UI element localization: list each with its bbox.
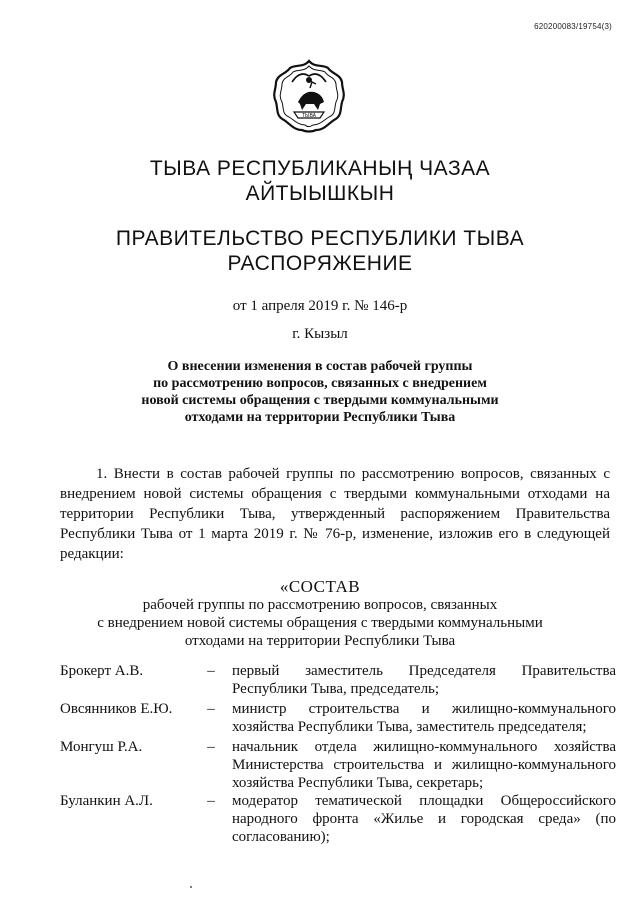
city-name: г. Кызыл xyxy=(292,326,348,342)
member-role: начальник отдела жилищно-коммунального хозяйства Министерства строительства и жилищно-коммунального хозяйства Республики Тыва, секретарь; xyxy=(232,739,616,791)
composition-title xyxy=(80,578,560,650)
member-role: модератор тематической площадки Общероссийского народного фронта «Жилье и городская среда» (по согласованию); xyxy=(232,793,616,845)
subject-line: отходами на территории Республики Тыва xyxy=(184,410,456,425)
composition-subtitle-line: отходами на территории Республики Тыва xyxy=(184,633,456,649)
member-role: первый заместитель Председателя Правительства Республики Тыва, председатель; xyxy=(232,663,616,697)
member-role: министр строительства и жилищно-коммунального хозяйства Республики Тыва, заместитель председателя; xyxy=(232,701,616,735)
order-date-number: от 1 апреля 2019 г. № 146-р xyxy=(232,298,408,314)
member-name: Буланкин А.Л. xyxy=(60,793,153,809)
member-dash: – xyxy=(207,701,215,717)
tuvan-title-line-1: ТЫВА РЕСПУБЛИКАНЫҢ ЧАЗАА xyxy=(149,157,491,180)
member-dash: – xyxy=(207,663,215,679)
russian-title xyxy=(0,226,640,276)
order-subject xyxy=(100,358,540,426)
subject-line: по рассмотрению вопросов, связанных с внедрением xyxy=(153,376,487,391)
member-name: Брокерт А.В. xyxy=(60,663,144,679)
tuvan-title-line-2: АЙТЫЫШКЫН xyxy=(245,182,395,205)
russian-title-line-1: ПРАВИТЕЛЬСТВО РЕСПУБЛИКИ ТЫВА xyxy=(115,227,525,250)
composition-heading: «СОСТАВ xyxy=(279,577,361,596)
document-id: 620200083/19754(3) xyxy=(534,22,612,31)
member-dash: – xyxy=(207,739,215,755)
body-paragraph-1: 1. Внести в состав рабочей группы по рассмотрению вопросов, связанных с внедрением новой системы обращения с твердыми коммунальными отходами на территории Республики Тыва, утвержденный распоряжением Правительства Республики Тыва от 1 марта 2019 г. № 76-р, изменение, изложив его в следующей редакции: xyxy=(60,466,610,562)
russian-title-line-2: РАСПОРЯЖЕНИЕ xyxy=(227,252,413,275)
subject-line: О внесении изменения в состав рабочей группы xyxy=(167,359,473,374)
member-name: Монгуш Р.А. xyxy=(60,739,143,755)
tuvan-title xyxy=(0,156,640,206)
svg-text:ТЫВА: ТЫВА xyxy=(302,113,316,119)
composition-subtitle-line: рабочей группы по рассмотрению вопросов, связанных xyxy=(142,597,498,613)
member-dash: – xyxy=(207,793,215,809)
tuva-coat-of-arms-icon xyxy=(270,58,348,136)
member-name: Овсянников Е.Ю. xyxy=(60,701,173,717)
scan-artifact-dot xyxy=(190,886,192,888)
subject-line: новой системы обращения с твердыми коммунальными xyxy=(141,393,499,408)
composition-subtitle-line: с внедрением новой системы обращения с твердыми коммунальными xyxy=(97,615,543,631)
